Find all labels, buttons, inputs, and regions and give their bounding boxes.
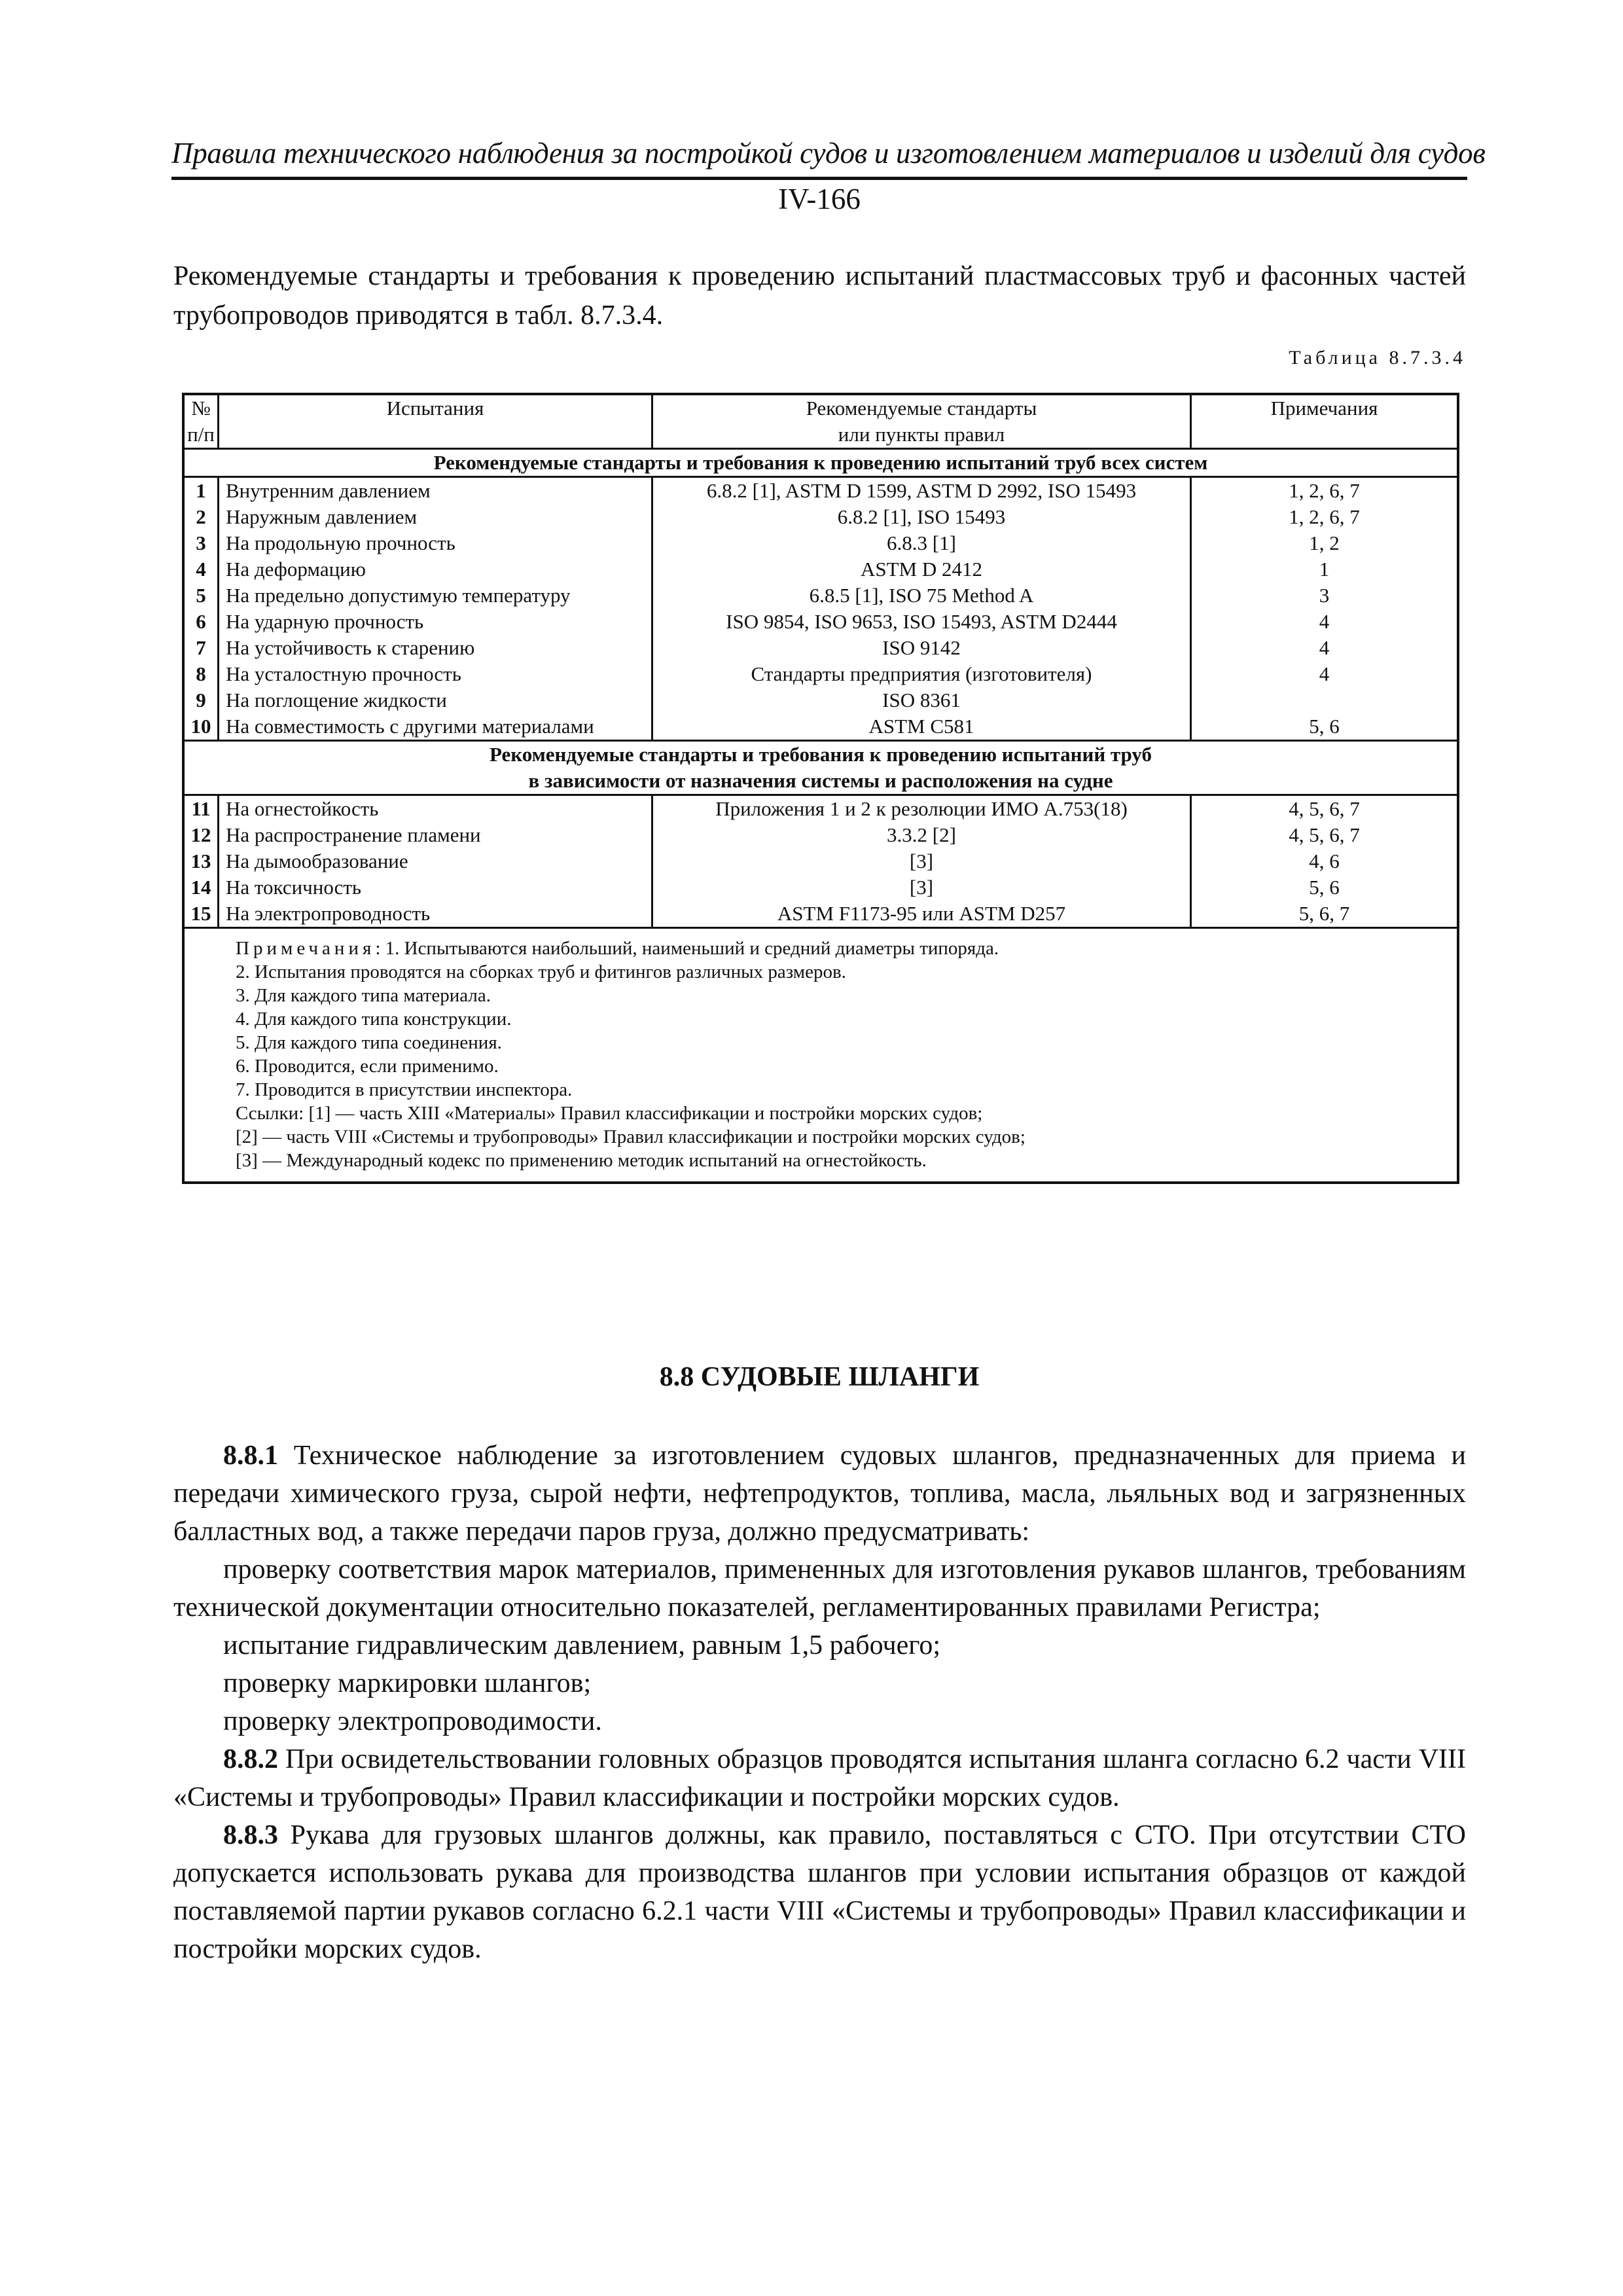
paragraph-number: 8.8.2 bbox=[223, 1744, 278, 1774]
section-title: 8.8 СУДОВЫЕ ШЛАНГИ bbox=[659, 1362, 980, 1392]
note-line: 2. Испытания проводятся на сборках труб и фитингов различных размеров. bbox=[236, 961, 846, 982]
paragraph-text: Техническое наблюдение за изготовлением судовых шлангов, предназначенных для приема и передачи химического груза, сырой нефти, нефтепродуктов, топлива, масла, льяльных вод и загрязненных балластных вод, а также передачи паров груза, должно предусматривать: bbox=[173, 1441, 1466, 1547]
table-row bbox=[183, 504, 1458, 530]
row-number: 14 bbox=[183, 874, 219, 901]
section-body bbox=[173, 1437, 1466, 1968]
list-item: проверку электропроводимости. bbox=[223, 1706, 602, 1736]
row-notes: 4 bbox=[1191, 661, 1459, 687]
row-number: 2 bbox=[183, 504, 219, 530]
paragraph-text: При освидетельствовании головных образцов проводятся испытания шланга согласно 6.2 части VIII «Системы и трубопроводы» Правил классификации и постройки морских судов. bbox=[173, 1744, 1466, 1812]
intro-paragraph: Рекомендуемые стандарты и требования к проведению испытаний пластмассовых труб и фасонных частей трубопроводов приводятся в табл. 8.7.3.4. bbox=[173, 261, 1466, 331]
paragraph-8-8-2 bbox=[173, 1740, 1466, 1816]
note-line: [3] — Международный кодекс по применению методик испытаний на огнестойкость. bbox=[236, 1150, 927, 1171]
row-number: 11 bbox=[183, 795, 219, 823]
table-row bbox=[183, 530, 1458, 556]
row-number: 5 bbox=[183, 583, 219, 609]
table-row bbox=[183, 609, 1458, 635]
paragraph-text: Рукава для грузовых шлангов должны, как правило, поставляться с СТО. При отсутствии СТО допускается использовать рукава для производства шлангов при условии испытания образцов от каждой поставляемой партии рукавов согласно 6.2.1 части VIII «Системы и трубопроводы» Правил классификации и постройки морских судов. bbox=[173, 1820, 1466, 1964]
row-notes: 5, 6, 7 bbox=[1191, 901, 1459, 928]
notes-first: : 1. Испытываются наибольший, наименьший и средний диаметры типоряда. bbox=[375, 938, 999, 959]
row-notes: 4 bbox=[1191, 609, 1459, 635]
row-test: На деформацию bbox=[219, 556, 652, 583]
row-test: На совместимость с другими материалами bbox=[219, 713, 652, 741]
row-standard: ASTM F1173-95 или ASTM D257 bbox=[652, 901, 1191, 928]
row-standard: Стандарты предприятия (изготовителя) bbox=[652, 661, 1191, 687]
list-item: испытание гидравлическим давлением, равным 1,5 рабочего; bbox=[223, 1630, 941, 1660]
paragraph-number: 8.8.3 bbox=[223, 1820, 278, 1850]
row-number: 6 bbox=[183, 609, 219, 635]
row-standard: ISO 9854, ISO 9653, ISO 15493, ASTM D2444 bbox=[652, 609, 1191, 635]
list-item: проверку маркировки шлангов; bbox=[223, 1668, 592, 1698]
row-standard: 6.8.3 [1] bbox=[652, 530, 1191, 556]
row-notes: 3 bbox=[1191, 583, 1459, 609]
row-test: На электропроводность bbox=[219, 901, 652, 928]
section-heading-row bbox=[183, 449, 1458, 477]
row-notes: 1, 2 bbox=[1191, 530, 1459, 556]
table-row bbox=[183, 635, 1458, 661]
row-notes: 1 bbox=[1191, 556, 1459, 583]
table-row bbox=[183, 556, 1458, 583]
section2-title-line1: Рекомендуемые стандарты и требования к проведению испытаний труб bbox=[490, 743, 1152, 766]
table-notes-row bbox=[183, 928, 1458, 1183]
row-test: Наружным давлением bbox=[219, 504, 652, 530]
row-standard: [3] bbox=[652, 848, 1191, 874]
table-row bbox=[183, 874, 1458, 901]
row-notes: 1, 2, 6, 7 bbox=[1191, 477, 1459, 505]
note-line: 7. Проводится в присутствии инспектора. bbox=[236, 1079, 573, 1100]
header-no-line1: № bbox=[191, 397, 211, 420]
table-notes bbox=[183, 928, 1458, 1183]
row-notes: 5, 6 bbox=[1191, 713, 1459, 741]
row-number: 3 bbox=[183, 530, 219, 556]
table-header-row bbox=[183, 394, 1458, 449]
row-number: 12 bbox=[183, 822, 219, 848]
row-number: 8 bbox=[183, 661, 219, 687]
header-rule bbox=[171, 177, 1467, 180]
row-notes: 4, 6 bbox=[1191, 848, 1459, 874]
table-row bbox=[183, 822, 1458, 848]
row-number: 13 bbox=[183, 848, 219, 874]
section2-body bbox=[183, 795, 1458, 928]
row-test: На продольную прочность bbox=[219, 530, 652, 556]
row-test: На огнестойкость bbox=[219, 795, 652, 823]
row-test: На токсичность bbox=[219, 874, 652, 901]
row-standard: [3] bbox=[652, 874, 1191, 901]
paragraph-8-8-1 bbox=[173, 1437, 1466, 1551]
header-no-line2: п/п bbox=[187, 423, 215, 446]
row-standard: 6.8.5 [1], ISO 75 Method A bbox=[652, 583, 1191, 609]
running-header: Правила технического наблюдения за постройкой судов и изготовлением материалов и изделий для судов bbox=[171, 137, 1486, 170]
row-number: 4 bbox=[183, 556, 219, 583]
row-standard: ASTM C581 bbox=[652, 713, 1191, 741]
row-notes: 5, 6 bbox=[1191, 874, 1459, 901]
row-test: На устойчивость к старению bbox=[219, 635, 652, 661]
list-item: проверку соответствия марок материалов, примененных для изготовления рукавов шлангов, требованиям технической документации относительно показателей, регламентированных правилами Регистра; bbox=[173, 1554, 1466, 1623]
row-notes bbox=[1191, 687, 1459, 713]
header-test: Испытания bbox=[219, 394, 652, 449]
row-standard: ISO 9142 bbox=[652, 635, 1191, 661]
tests-table bbox=[182, 393, 1459, 1184]
row-test: На поглощение жидкости bbox=[219, 687, 652, 713]
table-row bbox=[183, 795, 1458, 823]
row-standard: ISO 8361 bbox=[652, 687, 1191, 713]
row-test: На ударную прочность bbox=[219, 609, 652, 635]
section1-body bbox=[183, 477, 1458, 741]
notes-label: Примечания bbox=[236, 938, 376, 959]
row-notes: 4, 5, 6, 7 bbox=[1191, 795, 1459, 823]
row-standard: 6.8.2 [1], ASTM D 1599, ASTM D 2992, ISO 15493 bbox=[652, 477, 1191, 505]
table-row bbox=[183, 477, 1458, 505]
row-test: На предельно допустимую температуру bbox=[219, 583, 652, 609]
row-number: 10 bbox=[183, 713, 219, 741]
section2-title-line2: в зависимости от назначения системы и расположения на судне bbox=[528, 769, 1113, 792]
table-row bbox=[183, 687, 1458, 713]
row-standard: 3.3.2 [2] bbox=[652, 822, 1191, 848]
section2-title bbox=[183, 741, 1458, 795]
table-row bbox=[183, 583, 1458, 609]
row-standard: 6.8.2 [1], ISO 15493 bbox=[652, 504, 1191, 530]
section1-title: Рекомендуемые стандарты и требования к проведению испытаний труб всех систем bbox=[183, 449, 1458, 477]
row-standard: ASTM D 2412 bbox=[652, 556, 1191, 583]
notes-first-line bbox=[236, 937, 1444, 960]
row-standard: Приложения 1 и 2 к резолюции ИМО А.753(18) bbox=[652, 795, 1191, 823]
row-notes: 4, 5, 6, 7 bbox=[1191, 822, 1459, 848]
page-number: IV-166 bbox=[778, 183, 861, 215]
note-line: 4. Для каждого типа конструкции. bbox=[236, 1009, 512, 1030]
table-row bbox=[183, 713, 1458, 741]
notes-list bbox=[236, 960, 1444, 1172]
row-test: Внутренним давлением bbox=[219, 477, 652, 505]
note-line: 5. Для каждого типа соединения. bbox=[236, 1032, 502, 1053]
row-test: На усталостную прочность bbox=[219, 661, 652, 687]
row-notes: 4 bbox=[1191, 635, 1459, 661]
table-row bbox=[183, 661, 1458, 687]
header-no bbox=[183, 394, 219, 449]
note-line: 3. Для каждого типа материала. bbox=[236, 985, 491, 1006]
note-line: Ссылки: [1] — часть XIII «Материалы» Правил классификации и постройки морских судов; bbox=[236, 1103, 983, 1124]
row-number: 7 bbox=[183, 635, 219, 661]
row-test: На дымообразование bbox=[219, 848, 652, 874]
table-caption: Таблица 8.7.3.4 bbox=[1289, 347, 1466, 368]
row-test: На распространение пламени bbox=[219, 822, 652, 848]
header-standard-line1: Рекомендуемые стандарты bbox=[806, 397, 1037, 420]
table-row bbox=[183, 901, 1458, 928]
row-notes: 1, 2, 6, 7 bbox=[1191, 504, 1459, 530]
requirements-list bbox=[173, 1551, 1466, 1740]
paragraph-number: 8.8.1 bbox=[223, 1441, 278, 1471]
header-standard-line2: или пункты правил bbox=[838, 423, 1005, 446]
row-number: 9 bbox=[183, 687, 219, 713]
note-line: [2] — часть VIII «Системы и трубопроводы» Правил классификации и постройки морских судов; bbox=[236, 1126, 1026, 1147]
paragraph-8-8-3 bbox=[173, 1816, 1466, 1968]
row-number: 15 bbox=[183, 901, 219, 928]
row-number: 1 bbox=[183, 477, 219, 505]
table-row bbox=[183, 848, 1458, 874]
header-notes: Примечания bbox=[1191, 394, 1459, 449]
note-line: 6. Проводится, если применимо. bbox=[236, 1056, 499, 1077]
section-heading-row bbox=[183, 741, 1458, 795]
header-standard bbox=[652, 394, 1191, 449]
